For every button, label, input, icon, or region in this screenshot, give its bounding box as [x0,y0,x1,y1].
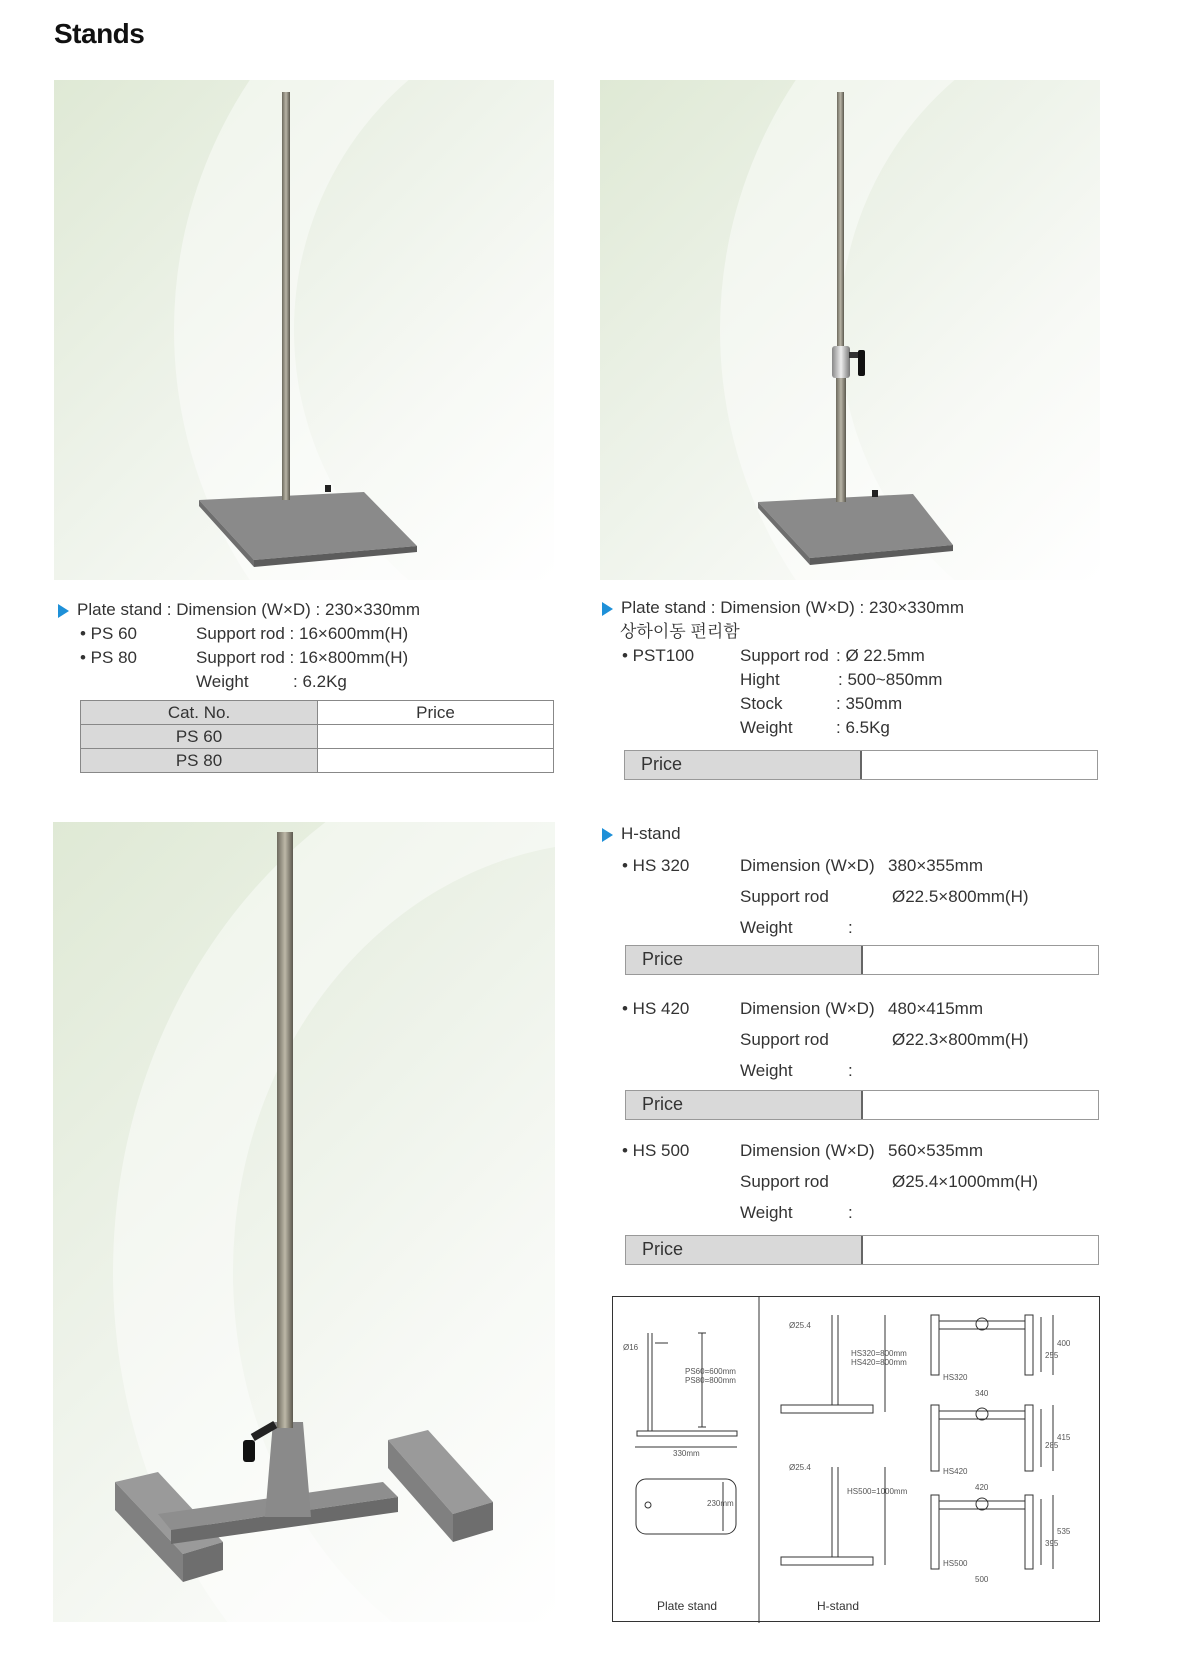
ps80-spec: Support rod : 16×800mm(H) [196,648,409,667]
pst-heading-row [602,596,964,620]
hs320-price-box [625,945,1099,975]
cat-no-cell: PS 80 [81,749,318,773]
plate-rod-dia: Ø16 [623,1343,639,1352]
plate-stand-illustration [54,80,554,580]
hs500-depth-outer: 535 [1057,1527,1071,1536]
hs500-rod-label: Support rod [740,1172,829,1191]
hs320-width: 340 [975,1389,989,1398]
hs320-rod-value: Ø22.5×800mm(H) [892,887,1029,906]
bullet-triangle-icon [58,604,69,618]
hs420-depth-outer: 415 [1057,1433,1071,1442]
hs420-model: • HS 420 [622,999,690,1018]
pst-spec-label: Stock [740,694,783,713]
bullet-triangle-icon [602,828,613,842]
price-label: Price [626,1091,863,1119]
page-title: Stands [54,18,145,49]
plate-stand-heading-row [58,598,420,622]
hs420-price-box [625,1090,1099,1120]
hs320-dim-label: Dimension (W×D) [740,856,875,875]
h-rod-dia-1: Ø25.4 [789,1321,811,1330]
pst-stand-illustration [600,80,1100,580]
pst-stand-photo [600,80,1100,580]
price-value [863,1236,1098,1264]
h-heights-2: HS500=1000mm [847,1487,908,1496]
dimension-drawing [613,1297,1101,1623]
hs320-label: HS320 [943,1373,968,1382]
price-label: Price [626,946,863,974]
plate-stand-heading: Plate stand : Dimension (W×D) : 230×330mm [77,600,420,619]
hs500-weight-label: Weight [740,1203,793,1222]
price-label: Price [625,751,862,779]
h-rod-dia-2: Ø25.4 [789,1463,811,1472]
hs420-rod-label: Support rod [740,1030,829,1049]
pst-spec-value: : Ø 22.5mm [836,646,925,665]
price-label: Price [626,1236,863,1264]
hs420-label: HS420 [943,1467,968,1476]
hs420-dim-value: 480×415mm [888,999,983,1018]
hs420-width: 420 [975,1483,989,1492]
hs500-dim-value: 560×535mm [888,1141,983,1160]
plate-stand-price-table [80,700,554,773]
plate-weight-label: Weight [196,672,249,691]
pst-spec-value: : 500~850mm [838,670,943,689]
h-stand-heading: H-stand [621,824,681,843]
pst-spec-label: Weight [740,718,793,737]
hs320-dim-value: 380×355mm [888,856,983,875]
price-value [862,751,1097,779]
ps60-spec: Support rod : 16×600mm(H) [196,624,409,643]
price-header: Price [318,701,554,725]
hs420-depth-inner: 285 [1045,1441,1059,1450]
hs500-depth-inner: 395 [1045,1539,1059,1548]
bullet-triangle-icon [602,602,613,616]
dimension-diagram [612,1296,1100,1622]
hs420-weight-label: Weight [740,1061,793,1080]
h-stand-photo [53,822,555,1622]
price-cell [318,749,554,773]
pst-spec-value: : 350mm [836,694,903,713]
table-header-row [81,701,554,725]
plate-weight-value: : 6.2Kg [293,672,347,691]
plate-stand-photo [54,80,554,580]
hs500-price-box [625,1235,1099,1265]
hs320-model: • HS 320 [622,856,690,875]
hs320-depth-inner: 255 [1045,1351,1059,1360]
pst-spec-label: Support rod [740,646,829,665]
hs500-width: 500 [975,1575,989,1584]
hs320-weight-value: : [848,918,853,937]
ps60-model: • PS 60 [80,624,137,643]
h-stand-caption: H-stand [817,1599,860,1613]
cat-no-header: Cat. No. [81,701,318,725]
h-stand-heading-row [602,822,681,846]
hs320-depth-outer: 400 [1057,1339,1071,1348]
price-cell [318,725,554,749]
plate-depth: 230mm [707,1499,734,1508]
pst-spec-value: : 6.5Kg [836,718,890,737]
cat-no-cell: PS 60 [81,725,318,749]
hs500-rod-value: Ø25.4×1000mm(H) [892,1172,1038,1191]
pst-heading: Plate stand : Dimension (W×D) : 230×330mm [621,598,964,617]
pst-model: • PST100 [622,646,695,665]
pst-spec-label: Hight [740,670,780,689]
hs500-model: • HS 500 [622,1141,690,1160]
hs420-weight-value: : [848,1061,853,1080]
price-value [863,946,1098,974]
h-stand-illustration [53,822,555,1622]
h-heights-1: HS320=800mm HS420=800mm [851,1349,907,1367]
hs500-dim-label: Dimension (W×D) [740,1141,875,1160]
price-value [863,1091,1098,1119]
table-row [81,749,554,773]
hs320-rod-label: Support rod [740,887,829,906]
ps80-model: • PS 80 [80,648,137,667]
plate-width: 330mm [673,1449,700,1458]
plate-heights: PS60=600mm PS80=800mm [685,1367,736,1385]
hs420-rod-value: Ø22.3×800mm(H) [892,1030,1029,1049]
table-row [81,725,554,749]
hs500-weight-value: : [848,1203,853,1222]
pst-subheading: 상하이동 편리함 [620,622,740,641]
plate-stand-caption: Plate stand [657,1599,718,1613]
hs320-weight-label: Weight [740,918,793,937]
hs420-dim-label: Dimension (W×D) [740,999,875,1018]
hs500-label: HS500 [943,1559,968,1568]
pst-price-box [624,750,1098,780]
